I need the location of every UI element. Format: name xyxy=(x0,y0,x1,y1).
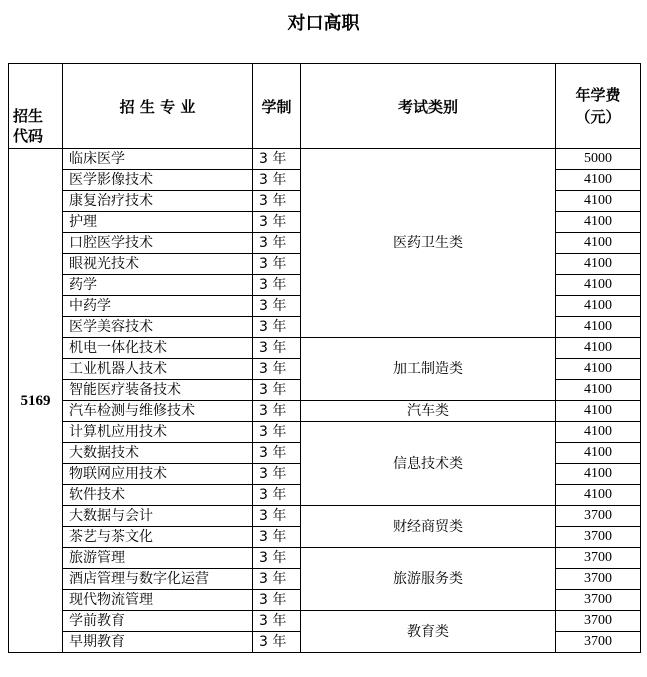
duration: 3 年 xyxy=(253,506,301,527)
major-name: 物联网应用技术 xyxy=(63,464,253,485)
table-row xyxy=(9,506,641,527)
annual-fee: 4100 xyxy=(556,401,641,422)
major-name: 口腔医学技术 xyxy=(63,233,253,254)
header-code-line1: 招生 xyxy=(13,107,44,125)
annual-fee: 3700 xyxy=(556,506,641,527)
duration: 3 年 xyxy=(253,611,301,632)
annual-fee: 3700 xyxy=(556,590,641,611)
duration: 3 年 xyxy=(253,401,301,422)
annual-fee: 4100 xyxy=(556,170,641,191)
major-name: 茶艺与茶文化 xyxy=(63,527,253,548)
major-name: 旅游管理 xyxy=(63,548,253,569)
duration: 3 年 xyxy=(253,443,301,464)
duration: 3 年 xyxy=(253,254,301,275)
major-name: 工业机器人技术 xyxy=(63,359,253,380)
table-body xyxy=(9,149,641,653)
duration: 3 年 xyxy=(253,149,301,170)
table-row xyxy=(9,422,641,443)
annual-fee: 4100 xyxy=(556,191,641,212)
annual-fee: 3700 xyxy=(556,569,641,590)
annual-fee: 4100 xyxy=(556,380,641,401)
major-name: 计算机应用技术 xyxy=(63,422,253,443)
annual-fee: 4100 xyxy=(556,338,641,359)
annual-fee: 4100 xyxy=(556,464,641,485)
major-name: 医学影像技术 xyxy=(63,170,253,191)
table-row xyxy=(9,548,641,569)
major-name: 现代物流管理 xyxy=(63,590,253,611)
annual-fee: 3700 xyxy=(556,632,641,653)
duration: 3 年 xyxy=(253,590,301,611)
annual-fee: 4100 xyxy=(556,212,641,233)
duration: 3 年 xyxy=(253,569,301,590)
duration: 3 年 xyxy=(253,170,301,191)
exam-category: 旅游服务类 xyxy=(301,548,556,611)
duration: 3 年 xyxy=(253,212,301,233)
major-name: 大数据与会计 xyxy=(63,506,253,527)
annual-fee: 4100 xyxy=(556,254,641,275)
annual-fee: 3700 xyxy=(556,527,641,548)
table-row xyxy=(9,149,641,170)
exam-category: 汽车类 xyxy=(301,401,556,422)
table-header-row xyxy=(9,64,641,149)
duration: 3 年 xyxy=(253,275,301,296)
duration: 3 年 xyxy=(253,422,301,443)
major-name: 酒店管理与数字化运营 xyxy=(63,569,253,590)
exam-category: 信息技术类 xyxy=(301,422,556,506)
major-name: 康复治疗技术 xyxy=(63,191,253,212)
duration: 3 年 xyxy=(253,527,301,548)
major-name: 大数据技术 xyxy=(63,443,253,464)
annual-fee: 3700 xyxy=(556,611,641,632)
duration: 3 年 xyxy=(253,548,301,569)
duration: 3 年 xyxy=(253,464,301,485)
major-name: 临床医学 xyxy=(63,149,253,170)
major-name: 中药学 xyxy=(63,296,253,317)
annual-fee: 4100 xyxy=(556,359,641,380)
major-name: 汽车检测与维修技术 xyxy=(63,401,253,422)
major-name: 医学美容技术 xyxy=(63,317,253,338)
duration: 3 年 xyxy=(253,317,301,338)
annual-fee: 4100 xyxy=(556,233,641,254)
duration: 3 年 xyxy=(253,338,301,359)
major-name: 机电一体化技术 xyxy=(63,338,253,359)
exam-category: 财经商贸类 xyxy=(301,506,556,548)
duration: 3 年 xyxy=(253,485,301,506)
annual-fee: 4100 xyxy=(556,317,641,338)
major-name: 软件技术 xyxy=(63,485,253,506)
duration: 3 年 xyxy=(253,632,301,653)
header-fee xyxy=(556,64,641,149)
page-title: 对口高职 xyxy=(287,13,360,34)
duration: 3 年 xyxy=(253,359,301,380)
major-name: 早期教育 xyxy=(63,632,253,653)
header-category: 考试类别 xyxy=(301,64,556,149)
header-code-line2: 代码 xyxy=(13,127,44,145)
duration: 3 年 xyxy=(253,233,301,254)
header-major: 招 生 专 业 xyxy=(63,64,253,149)
annual-fee: 4100 xyxy=(556,443,641,464)
annual-fee: 4100 xyxy=(556,485,641,506)
duration: 3 年 xyxy=(253,380,301,401)
table-row xyxy=(9,611,641,632)
enrollment-code: 5169 xyxy=(9,149,63,653)
annual-fee: 5000 xyxy=(556,149,641,170)
major-name: 眼视光技术 xyxy=(63,254,253,275)
annual-fee: 3700 xyxy=(556,548,641,569)
header-code xyxy=(9,64,63,149)
major-name: 学前教育 xyxy=(63,611,253,632)
major-name: 药学 xyxy=(63,275,253,296)
header-fee-line1: 年学费 xyxy=(575,86,621,104)
header-fee-line2: （元） xyxy=(575,108,621,126)
annual-fee: 4100 xyxy=(556,275,641,296)
table-row xyxy=(9,401,641,422)
exam-category: 医药卫生类 xyxy=(301,149,556,338)
exam-category: 加工制造类 xyxy=(301,338,556,401)
major-name: 护理 xyxy=(63,212,253,233)
table-row xyxy=(9,338,641,359)
header-duration: 学制 xyxy=(253,64,301,149)
exam-category: 教育类 xyxy=(301,611,556,653)
major-name: 智能医疗装备技术 xyxy=(63,380,253,401)
annual-fee: 4100 xyxy=(556,296,641,317)
enrollment-table xyxy=(8,63,641,653)
duration: 3 年 xyxy=(253,296,301,317)
annual-fee: 4100 xyxy=(556,422,641,443)
duration: 3 年 xyxy=(253,191,301,212)
